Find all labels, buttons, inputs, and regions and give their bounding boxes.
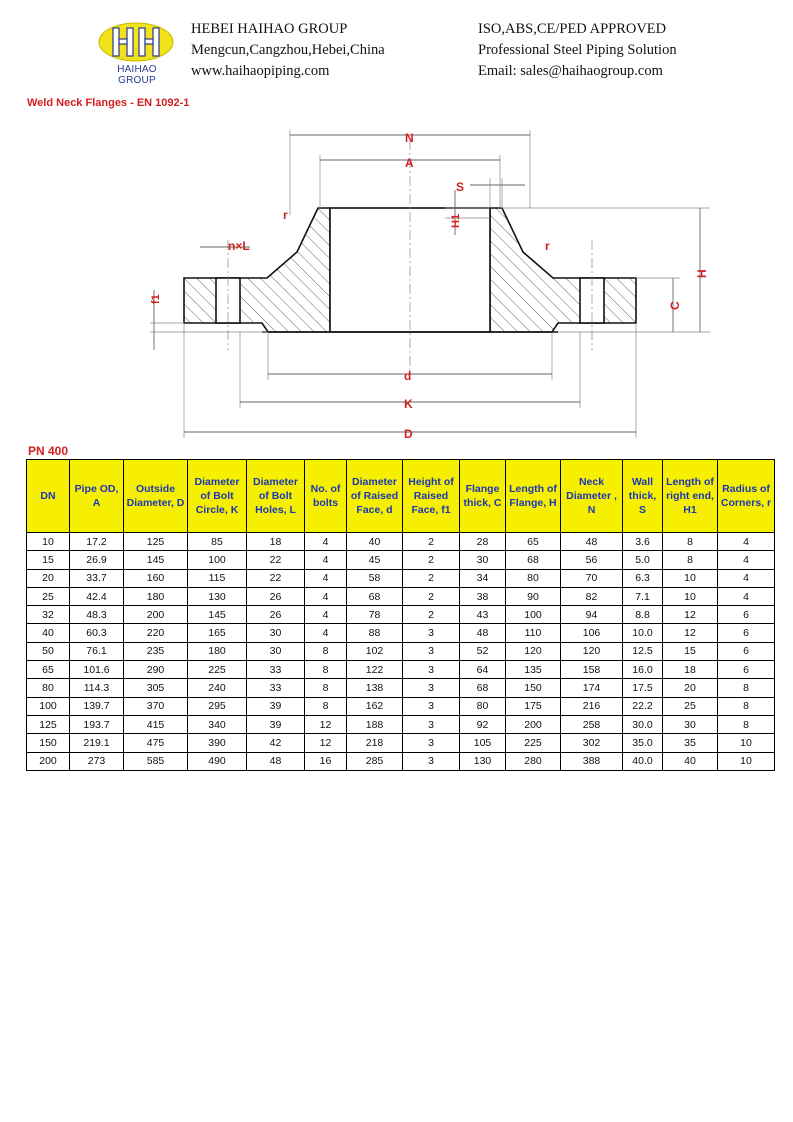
table-cell: 290	[124, 661, 188, 679]
table-cell: 158	[561, 661, 623, 679]
table-cell: 26	[247, 606, 305, 624]
table-cell: 35.0	[623, 734, 663, 752]
table-cell: 22	[247, 551, 305, 569]
table-cell: 26.9	[70, 551, 124, 569]
label-H1: H1	[450, 213, 462, 228]
column-header: Diameter of Bolt Circle, K	[188, 460, 247, 533]
table-cell: 3	[403, 661, 460, 679]
table-cell: 10	[663, 587, 718, 605]
column-header: Diameter of Raised Face, d	[347, 460, 403, 533]
table-cell: 20	[663, 679, 718, 697]
column-header: DN	[27, 460, 70, 533]
table-cell: 35	[663, 734, 718, 752]
table-cell: 3	[403, 715, 460, 733]
table-cell: 6	[718, 642, 775, 660]
column-header: Diameter of Bolt Holes, L	[247, 460, 305, 533]
table-cell: 92	[460, 715, 506, 733]
table-cell: 165	[188, 624, 247, 642]
table-body	[27, 533, 775, 771]
table-cell: 4	[718, 569, 775, 587]
table-cell: 85	[188, 533, 247, 551]
table-cell: 273	[70, 752, 124, 770]
table-cell: 80	[506, 569, 561, 587]
table-cell: 8	[305, 679, 347, 697]
table-cell: 4	[305, 569, 347, 587]
flange-dimensions-table	[26, 459, 775, 771]
table-cell: 17.2	[70, 533, 124, 551]
table-cell: 100	[506, 606, 561, 624]
table-cell: 18	[247, 533, 305, 551]
table-cell: 28	[460, 533, 506, 551]
table-cell: 64	[460, 661, 506, 679]
table-cell: 12	[663, 606, 718, 624]
table-cell: 8	[663, 551, 718, 569]
table-cell: 20	[27, 569, 70, 587]
table-cell: 34	[460, 569, 506, 587]
table-cell: 174	[561, 679, 623, 697]
table-cell: 8	[718, 697, 775, 715]
table-cell: 220	[124, 624, 188, 642]
table-cell: 120	[506, 642, 561, 660]
table-row	[27, 533, 775, 551]
company-address: Mengcun,Cangzhou,Hebei,China	[191, 42, 385, 58]
table-cell: 150	[506, 679, 561, 697]
table-cell: 78	[347, 606, 403, 624]
table-cell: 48.3	[70, 606, 124, 624]
table-cell: 10	[27, 533, 70, 551]
table-cell: 38	[460, 587, 506, 605]
table-cell: 3	[403, 752, 460, 770]
table-cell: 30	[460, 551, 506, 569]
table-cell: 216	[561, 697, 623, 715]
table-cell: 110	[506, 624, 561, 642]
table-cell: 388	[561, 752, 623, 770]
table-row	[27, 642, 775, 660]
table-cell: 22	[247, 569, 305, 587]
table-cell: 8	[305, 642, 347, 660]
table-cell: 3.6	[623, 533, 663, 551]
table-cell: 258	[561, 715, 623, 733]
table-cell: 2	[403, 587, 460, 605]
table-cell: 415	[124, 715, 188, 733]
table-cell: 100	[188, 551, 247, 569]
table-cell: 101.6	[70, 661, 124, 679]
document-title: Weld Neck Flanges - EN 1092-1	[27, 97, 190, 109]
table-cell: 15	[27, 551, 70, 569]
table-cell: 12	[305, 715, 347, 733]
table-cell: 200	[27, 752, 70, 770]
table-cell: 180	[188, 642, 247, 660]
table-cell: 114.3	[70, 679, 124, 697]
table-cell: 370	[124, 697, 188, 715]
column-header: Neck Diameter , N	[561, 460, 623, 533]
table-cell: 4	[718, 533, 775, 551]
table-cell: 100	[27, 697, 70, 715]
table-cell: 130	[188, 587, 247, 605]
company-website[interactable]: www.haihaopiping.com	[191, 63, 330, 79]
table-cell: 390	[188, 734, 247, 752]
table-cell: 68	[347, 587, 403, 605]
table-cell: 17.5	[623, 679, 663, 697]
label-f1: f1	[150, 294, 162, 304]
table-cell: 490	[188, 752, 247, 770]
table-cell: 6.3	[623, 569, 663, 587]
column-header: Outside Diameter, D	[124, 460, 188, 533]
table-cell: 32	[27, 606, 70, 624]
table-cell: 10.0	[623, 624, 663, 642]
column-header: Length of Flange, H	[506, 460, 561, 533]
table-cell: 3	[403, 624, 460, 642]
table-cell: 125	[124, 533, 188, 551]
table-cell: 40.0	[623, 752, 663, 770]
table-cell: 56	[561, 551, 623, 569]
table-cell: 180	[124, 587, 188, 605]
table-row	[27, 587, 775, 605]
table-cell: 40	[27, 624, 70, 642]
table-cell: 7.1	[623, 587, 663, 605]
table-cell: 16.0	[623, 661, 663, 679]
table-cell: 6	[718, 624, 775, 642]
table-cell: 80	[27, 679, 70, 697]
table-cell: 39	[247, 715, 305, 733]
table-cell: 65	[506, 533, 561, 551]
table-cell: 120	[561, 642, 623, 660]
column-header: Length of right end, H1	[663, 460, 718, 533]
column-header: Wall thick, S	[623, 460, 663, 533]
table-cell: 33.7	[70, 569, 124, 587]
company-name: HEBEI HAIHAO GROUP	[191, 21, 348, 37]
table-row	[27, 679, 775, 697]
table-cell: 8	[305, 697, 347, 715]
table-cell: 48	[247, 752, 305, 770]
table-cell: 30.0	[623, 715, 663, 733]
table-cell: 12	[663, 624, 718, 642]
slogan-text: Professional Steel Piping Solution	[478, 42, 677, 58]
column-header: Height of Raised Face, f1	[403, 460, 460, 533]
label-H: H	[695, 269, 709, 278]
table-cell: 138	[347, 679, 403, 697]
table-cell: 80	[460, 697, 506, 715]
table-cell: 88	[347, 624, 403, 642]
table-cell: 145	[124, 551, 188, 569]
table-cell: 40	[663, 752, 718, 770]
table-cell: 2	[403, 569, 460, 587]
table-row	[27, 624, 775, 642]
table-cell: 42.4	[70, 587, 124, 605]
approvals-text: ISO,ABS,CE/PED APPROVED	[478, 21, 667, 37]
label-K: K	[404, 397, 413, 411]
label-S: S	[456, 180, 465, 194]
table-cell: 135	[506, 661, 561, 679]
table-cell: 40	[347, 533, 403, 551]
table-cell: 125	[27, 715, 70, 733]
table-row	[27, 715, 775, 733]
table-cell: 10	[718, 734, 775, 752]
table-cell: 4	[718, 551, 775, 569]
table-cell: 8.8	[623, 606, 663, 624]
table-cell: 3	[403, 734, 460, 752]
column-header: No. of bolts	[305, 460, 347, 533]
table-cell: 4	[305, 624, 347, 642]
table-cell: 218	[347, 734, 403, 752]
table-cell: 106	[561, 624, 623, 642]
table-cell: 25	[663, 697, 718, 715]
table-cell: 90	[506, 587, 561, 605]
column-header: Radius of Corners, r	[718, 460, 775, 533]
pressure-class-label: PN 400	[28, 444, 69, 458]
logo-caption: HAIHAO GROUP	[117, 64, 157, 86]
table-cell: 302	[561, 734, 623, 752]
table-cell: 115	[188, 569, 247, 587]
column-header: Pipe OD, A	[70, 460, 124, 533]
table-cell: 160	[124, 569, 188, 587]
table-cell: 8	[718, 715, 775, 733]
table-row	[27, 734, 775, 752]
table-row	[27, 569, 775, 587]
table-cell: 6	[718, 661, 775, 679]
column-header: Flange thick, C	[460, 460, 506, 533]
table-cell: 18	[663, 661, 718, 679]
company-contact	[478, 19, 677, 82]
table-cell: 200	[124, 606, 188, 624]
table-cell: 4	[305, 587, 347, 605]
table-cell: 3	[403, 697, 460, 715]
table-cell: 30	[663, 715, 718, 733]
table-cell: 305	[124, 679, 188, 697]
table-cell: 42	[247, 734, 305, 752]
table-cell: 475	[124, 734, 188, 752]
table-cell: 162	[347, 697, 403, 715]
table-cell: 4	[718, 587, 775, 605]
table-cell: 4	[305, 551, 347, 569]
table-cell: 39	[247, 697, 305, 715]
table-cell: 10	[718, 752, 775, 770]
table-row	[27, 551, 775, 569]
table-cell: 65	[27, 661, 70, 679]
table-cell: 45	[347, 551, 403, 569]
label-nxl: n×L	[228, 239, 250, 253]
table-cell: 12	[305, 734, 347, 752]
table-cell: 240	[188, 679, 247, 697]
table-cell: 33	[247, 661, 305, 679]
table-cell: 219.1	[70, 734, 124, 752]
table-cell: 225	[506, 734, 561, 752]
table-cell: 68	[460, 679, 506, 697]
table-cell: 48	[561, 533, 623, 551]
table-cell: 50	[27, 642, 70, 660]
table-cell: 5.0	[623, 551, 663, 569]
table-row	[27, 606, 775, 624]
table-cell: 200	[506, 715, 561, 733]
table-cell: 285	[347, 752, 403, 770]
table-cell: 30	[247, 642, 305, 660]
flange-section-right	[490, 208, 636, 332]
table-cell: 130	[460, 752, 506, 770]
table-cell: 43	[460, 606, 506, 624]
table-cell: 82	[561, 587, 623, 605]
table-cell: 48	[460, 624, 506, 642]
table-cell: 6	[718, 606, 775, 624]
table-cell: 76.1	[70, 642, 124, 660]
table-cell: 145	[188, 606, 247, 624]
label-r-right: r	[545, 239, 550, 253]
table-cell: 175	[506, 697, 561, 715]
table-cell: 585	[124, 752, 188, 770]
table-cell: 3	[403, 679, 460, 697]
table-cell: 68	[506, 551, 561, 569]
table-cell: 8	[718, 679, 775, 697]
table-cell: 139.7	[70, 697, 124, 715]
table-cell: 94	[561, 606, 623, 624]
table-cell: 3	[403, 642, 460, 660]
table-cell: 2	[403, 606, 460, 624]
table-cell: 10	[663, 569, 718, 587]
table-cell: 33	[247, 679, 305, 697]
table-cell: 280	[506, 752, 561, 770]
table-cell: 235	[124, 642, 188, 660]
table-cell: 102	[347, 642, 403, 660]
table-cell: 8	[663, 533, 718, 551]
label-r-left: r	[283, 208, 288, 222]
label-d: d	[404, 369, 412, 383]
flange-section-left	[184, 208, 330, 332]
table-cell: 30	[247, 624, 305, 642]
flange-drawing	[140, 120, 709, 445]
label-C: C	[668, 301, 682, 310]
table-cell: 295	[188, 697, 247, 715]
table-cell: 225	[188, 661, 247, 679]
table-cell: 52	[460, 642, 506, 660]
table-cell: 12.5	[623, 642, 663, 660]
table-cell: 60.3	[70, 624, 124, 642]
table-row	[27, 661, 775, 679]
table-cell: 22.2	[623, 697, 663, 715]
table-cell: 70	[561, 569, 623, 587]
table-cell: 122	[347, 661, 403, 679]
table-cell: 26	[247, 587, 305, 605]
table-cell: 193.7	[70, 715, 124, 733]
label-D: D	[404, 427, 413, 441]
email-text[interactable]: Email: sales@haihaogroup.com	[478, 63, 663, 79]
table-cell: 105	[460, 734, 506, 752]
table-cell: 4	[305, 606, 347, 624]
label-N: N	[405, 131, 414, 145]
table-cell: 15	[663, 642, 718, 660]
table-cell: 150	[27, 734, 70, 752]
table-row	[27, 697, 775, 715]
table-cell: 16	[305, 752, 347, 770]
table-cell: 25	[27, 587, 70, 605]
table-cell: 340	[188, 715, 247, 733]
table-cell: 58	[347, 569, 403, 587]
table-cell: 2	[403, 551, 460, 569]
table-cell: 8	[305, 661, 347, 679]
table-cell: 4	[305, 533, 347, 551]
company-info	[191, 19, 385, 82]
table-cell: 188	[347, 715, 403, 733]
table-cell: 2	[403, 533, 460, 551]
label-A: A	[405, 156, 414, 170]
table-header-row	[27, 460, 775, 533]
table-row	[27, 752, 775, 770]
